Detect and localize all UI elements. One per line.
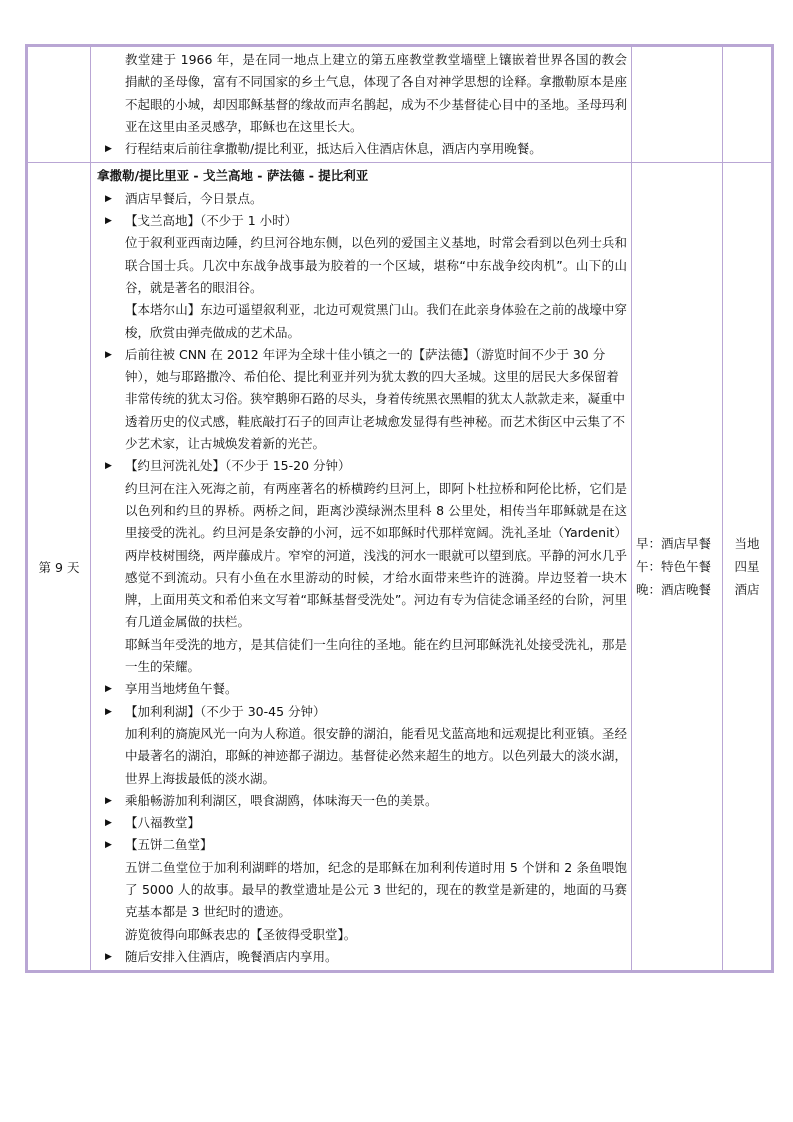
triangle-right-icon: ▶ xyxy=(105,216,112,227)
table-row-continued xyxy=(27,46,773,163)
bullet-text: 随后安排入住酒店，晚餐酒店内享用。 xyxy=(125,948,338,964)
triangle-right-icon: ▶ xyxy=(105,706,112,717)
bullet-item xyxy=(97,701,627,723)
bullet-item xyxy=(97,678,627,700)
bullet-text: 行程结束后前往拿撒勒/提比利亚，抵达后入住酒店休息，酒店内享用晚餐。 xyxy=(125,141,542,157)
itinerary-page xyxy=(25,44,770,973)
paragraph: 约旦河在注入死海之前，有两座著名的桥横跨约旦河上，即阿卜杜拉桥和阿伦比桥，它们是以色列和约旦的界桥。两桥之间，距离沙漠绿洲杰里科 8 公里处，相传当年耶稣就是在这里接受的洗礼。约旦河是条安静的小河，远不如耶稣时代那样宽阔。洗礼圣址（Yardenit）两岸枝树围绕，两岸藤成片。窄窄的河道，浅浅的河水一眼就可以望到底。平静的河水几乎感觉不到流动。只有小鱼在水里游动的时候，才给水面带来些许的涟漪。岸边竖着一块木牌，上面用英文和希伯来文写着“耶稣基督受洗处”。河边有专为信徒念诵圣经的台阶，河里有几道金属做的扶栏。 xyxy=(125,480,627,630)
hotel-cell xyxy=(723,163,773,972)
bullet-item xyxy=(97,344,627,455)
day-label: 第 9 天 xyxy=(27,163,91,972)
table-row-day9 xyxy=(27,163,773,972)
triangle-right-icon: ▶ xyxy=(105,951,112,962)
bullet-item xyxy=(97,188,627,210)
bullet-item xyxy=(97,812,627,834)
bullet-text: 酒店早餐后，今日景点。 xyxy=(125,190,263,206)
bullet-item xyxy=(97,946,627,968)
triangle-right-icon: ▶ xyxy=(105,193,112,204)
paragraph: 位于叙利亚西南边陲，约旦河谷地东侧，以色列的爱国主义基地，时常会看到以色列士兵和联合国士兵。几次中东战争战事最为胶着的一个区域，堪称“中东战争绞肉机”。山下的山谷，就是著名的眼泪谷。 xyxy=(125,235,627,295)
route-title: 拿撒勒/提比里亚 - 戈兰高地 - 萨法德 - 提比利亚 xyxy=(97,168,369,184)
triangle-right-icon: ▶ xyxy=(105,840,112,851)
meal-dinner: 晚：酒店晚餐 xyxy=(636,582,712,598)
bullet-text: 【五饼二鱼堂】 xyxy=(125,837,213,853)
triangle-right-icon: ▶ xyxy=(105,349,112,360)
day-cell-empty xyxy=(27,46,91,163)
meals-cell-empty xyxy=(632,46,723,163)
paragraph: 耶稣当年受洗的地方，是其信徒们一生向往的圣地。能在约旦河耶稣洗礼处接受洗礼，那是一生的荣耀。 xyxy=(125,636,627,675)
bullet-item xyxy=(97,834,627,856)
bullet-text: 【加利利湖】（不少于 30-45 分钟） xyxy=(125,703,326,719)
bullet-text: 享用当地烤鱼午餐。 xyxy=(125,681,238,697)
bullet-text: 【八福教堂】 xyxy=(125,815,201,831)
hotel-line: 当地 xyxy=(734,536,760,552)
meals-cell xyxy=(632,163,723,972)
triangle-right-icon: ▶ xyxy=(105,144,112,155)
triangle-right-icon: ▶ xyxy=(105,795,112,806)
meal-breakfast: 早：酒店早餐 xyxy=(636,536,712,552)
bullet-text: 乘船畅游加利利湖区，喂食湖鸥，体味海天一色的美景。 xyxy=(125,792,438,808)
bullet-item xyxy=(97,455,627,477)
bullet-item xyxy=(97,790,627,812)
content-cell xyxy=(91,46,632,163)
hotel-cell-empty xyxy=(723,46,773,163)
paragraph: 游览彼得向耶稣表忠的【圣彼得受职堂】。 xyxy=(125,926,357,942)
hotel-line: 四星 xyxy=(734,559,760,575)
paragraph: 五饼二鱼堂位于加利利湖畔的塔加，纪念的是耶稣在加利利传道时用 5 个饼和 2 条鱼喂饱了 5000 人的故事。最早的教堂遗址是公元 3 世纪的，现在的教堂是新建的，地面的马赛克基本都是 3 世纪时的遗迹。 xyxy=(125,859,627,920)
paragraph: 教堂建于 1966 年，是在同一地点上建立的第五座教堂教堂墙壁上镶嵌着世界各国的教会捐献的圣母像，富有不同国家的乡土气息，体现了各自对神学思想的诠释。拿撒勒原本是座不起眼的小城，却因耶稣基督的缘故而声名鹊起，成为不少基督徒心目中的圣地。圣母玛利亚在这里由圣灵感孕，耶稣也在这里长大。 xyxy=(125,52,627,134)
triangle-right-icon: ▶ xyxy=(105,818,112,829)
bullet-text: 【戈兰高地】（不少于 1 小时） xyxy=(125,213,298,229)
triangle-right-icon: ▶ xyxy=(105,461,112,472)
bullet-item xyxy=(97,210,627,232)
paragraph: 加利利的旖旎风光一向为人称道。很安静的湖泊，能看见戈蓝高地和远观提比利亚镇。圣经中最著名的湖泊，耶稣的神迹都子湖边。基督徒必然来超生的地方。以色列最大的淡水湖，世界上海拔最低的淡水湖。 xyxy=(125,725,627,786)
bullet-item xyxy=(97,138,627,160)
content-cell xyxy=(91,163,632,972)
hotel-line: 酒店 xyxy=(734,582,760,598)
itinerary-table xyxy=(25,44,774,973)
meal-lunch: 午：特色午餐 xyxy=(636,559,712,575)
bullet-text: 【约旦河洗礼处】（不少于 15-20 分钟） xyxy=(125,458,351,474)
bullet-text: 后前往被 CNN 在 2012 年评为全球十佳小镇之一的【萨法德】（游览时间不少于 30 分钟），她与耶路撒冷、希伯伦、提比利亚并列为犹太教的四大圣城。这里的居民大多保留着非常传统的犹太习俗。狭窄鹅卵石路的尽头，身着传统黑衣黑帽的犹太人款款走来，凝重中透着历史的仪式感，鞋底敲打石子的回声让老城愈发显得有些神秘。而艺术街区中云集了不少艺术家，让古城焕发着新的光芒。 xyxy=(125,346,626,452)
triangle-right-icon: ▶ xyxy=(105,684,112,695)
paragraph: 【本塔尔山】东边可遥望叙利亚，北边可观赏黑门山。我们在此亲身体验在之前的战壕中穿梭，欣赏由弹壳做成的艺术品。 xyxy=(125,302,627,340)
